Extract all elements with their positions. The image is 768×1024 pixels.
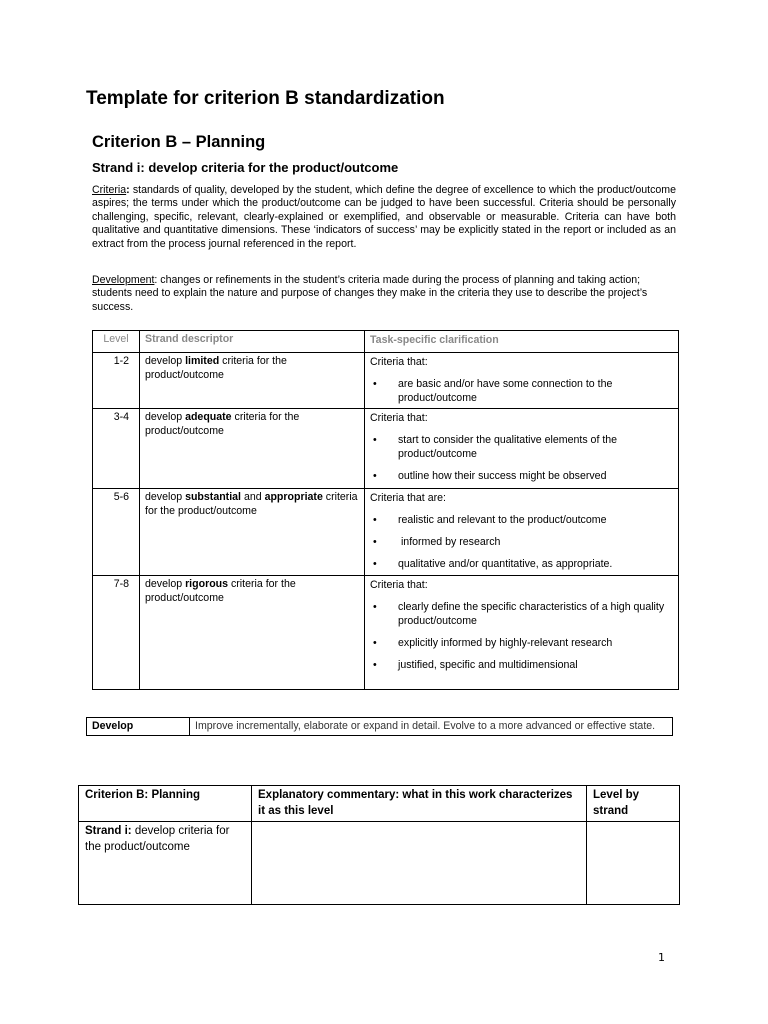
rubric-row-7-8 bbox=[93, 576, 679, 690]
list-item-text: justified, specific and multidimensional bbox=[398, 659, 578, 671]
descriptor-text: develop bbox=[145, 578, 186, 590]
descriptor-text: criteria for the product/outcome bbox=[145, 411, 300, 437]
list-item-text: informed by research bbox=[398, 536, 501, 548]
descriptor-keyword: limited bbox=[185, 355, 220, 367]
descriptor-cell bbox=[140, 409, 365, 489]
descriptor-text: and bbox=[241, 491, 265, 503]
definition-text: Improve incrementally, elaborate or expand in detail. Evolve to a more advanced or effective state. bbox=[190, 718, 673, 736]
level-cell: 7-8 bbox=[93, 576, 140, 690]
bullet-glyph: • bbox=[373, 514, 377, 526]
descriptor-keyword: rigorous bbox=[185, 578, 229, 590]
list-item bbox=[370, 658, 673, 672]
list-item bbox=[370, 433, 673, 461]
development-definition bbox=[92, 274, 676, 314]
descriptor-text: develop bbox=[145, 411, 186, 423]
definition-table bbox=[86, 717, 673, 736]
rubric-header-level: Level bbox=[93, 331, 140, 353]
rubric-row-3-4 bbox=[93, 409, 679, 489]
assessment-header-commentary: Explanatory commentary: what in this work characterizes it as this level bbox=[252, 786, 587, 822]
bullet-glyph: • bbox=[373, 378, 377, 390]
criteria-colon: : bbox=[126, 184, 130, 196]
document-title: Template for criterion B standardization bbox=[86, 88, 445, 109]
descriptor-keyword: substantial bbox=[185, 491, 241, 503]
descriptor-cell bbox=[140, 576, 365, 690]
list-item bbox=[370, 636, 673, 650]
assessment-row-strand-i bbox=[79, 822, 680, 905]
rubric-header-descriptor: Strand descriptor bbox=[140, 331, 365, 353]
assessment-header-row bbox=[79, 786, 680, 822]
bullet-glyph: • bbox=[373, 659, 377, 671]
descriptor-keyword: appropriate bbox=[264, 491, 323, 503]
development-text: : changes or refinements in the student’s criteria made during the process of planning and taking action; students need to explain the nature and purpose of changes they make in the criteria they use to describe the project’s success. bbox=[92, 274, 648, 313]
descriptor-keyword: adequate bbox=[185, 411, 232, 423]
clarification-list bbox=[370, 377, 673, 405]
level-cell: 1-2 bbox=[93, 353, 140, 409]
criteria-term: Criteria bbox=[92, 184, 127, 196]
list-item bbox=[370, 513, 673, 527]
clarification-intro: Criteria that: bbox=[370, 356, 428, 368]
criteria-text: standards of quality, developed by the student, which define the degree of excellence to which the product/outcome aspires; the terms under which the product/outcome can be judged to have been successful. Criteria should be personally challenging, specific, relevant, clearly-explained or exemplified, and observable or measurable. Criteria can have both qualitative and quantitative dimensions. These ‘indicators of success’ may be explicitly stated in the report or included as an extract from the process journal referenced in the report. bbox=[92, 184, 676, 250]
bullet-glyph: • bbox=[373, 558, 377, 570]
level-cell: 5-6 bbox=[93, 489, 140, 576]
commentary-cell[interactable] bbox=[252, 822, 587, 905]
clarification-intro: Criteria that are: bbox=[370, 492, 446, 504]
list-item bbox=[370, 469, 673, 483]
list-item-text: qualitative and/or quantitative, as appropriate. bbox=[398, 558, 613, 570]
list-item-text: start to consider the qualitative elements of the product/outcome bbox=[398, 434, 618, 460]
list-item bbox=[370, 557, 673, 571]
level-by-strand-cell[interactable] bbox=[587, 822, 680, 905]
list-item-text: realistic and relevant to the product/outcome bbox=[398, 514, 607, 526]
descriptor-text: develop bbox=[145, 355, 186, 367]
rubric-row-1-2 bbox=[93, 353, 679, 409]
bullet-glyph: • bbox=[373, 536, 377, 548]
clarification-intro: Criteria that: bbox=[370, 412, 428, 424]
descriptor-cell bbox=[140, 489, 365, 576]
assessment-header-criterion: Criterion B: Planning bbox=[79, 786, 252, 822]
clarification-cell bbox=[365, 409, 679, 489]
descriptor-text: criteria for the product/outcome bbox=[145, 491, 358, 517]
clarification-cell bbox=[365, 576, 679, 690]
descriptor-text: develop bbox=[145, 491, 186, 503]
clarification-list bbox=[370, 433, 673, 483]
assessment-table bbox=[78, 785, 680, 905]
assessment-row-label: Strand i: develop criteria for the product/outcome bbox=[79, 822, 252, 905]
bullet-glyph: • bbox=[373, 637, 377, 649]
level-cell: 3-4 bbox=[93, 409, 140, 489]
list-item-text: clearly define the specific characteristics of a high quality product/outcome bbox=[398, 601, 665, 627]
rubric-row-5-6 bbox=[93, 489, 679, 576]
definition-term: Develop bbox=[87, 718, 190, 736]
clarification-cell bbox=[365, 489, 679, 576]
strand-title: Strand i: develop criteria for the product/outcome bbox=[92, 160, 399, 175]
clarification-list bbox=[370, 513, 673, 571]
bullet-glyph: • bbox=[373, 470, 377, 482]
list-item bbox=[370, 377, 673, 405]
development-term: Development bbox=[92, 274, 155, 286]
list-item-text: are basic and/or have some connection to the product/outcome bbox=[398, 378, 613, 404]
list-item bbox=[370, 600, 673, 628]
clarification-cell bbox=[365, 353, 679, 409]
clarification-list bbox=[370, 600, 673, 672]
criteria-definition bbox=[92, 184, 676, 251]
list-item-text: outline how their success might be observed bbox=[398, 470, 607, 482]
descriptor-cell bbox=[140, 353, 365, 409]
rubric-header-row bbox=[93, 331, 679, 353]
section-title: Criterion B – Planning bbox=[92, 133, 266, 151]
rubric-table bbox=[92, 330, 679, 690]
descriptor-text: criteria for the product/outcome bbox=[145, 578, 296, 604]
assessment-header-level: Level by strand bbox=[587, 786, 680, 822]
descriptor-text: criteria for the product/outcome bbox=[145, 355, 287, 381]
list-item-text: explicitly informed by highly-relevant research bbox=[398, 637, 613, 649]
rubric-header-clarification: Task-specific clarification bbox=[365, 331, 679, 353]
bullet-glyph: • bbox=[373, 434, 377, 446]
page-number: 1 bbox=[658, 951, 665, 964]
bullet-glyph: • bbox=[373, 601, 377, 613]
clarification-intro: Criteria that: bbox=[370, 579, 428, 591]
definition-row bbox=[87, 718, 673, 736]
list-item bbox=[370, 535, 673, 549]
